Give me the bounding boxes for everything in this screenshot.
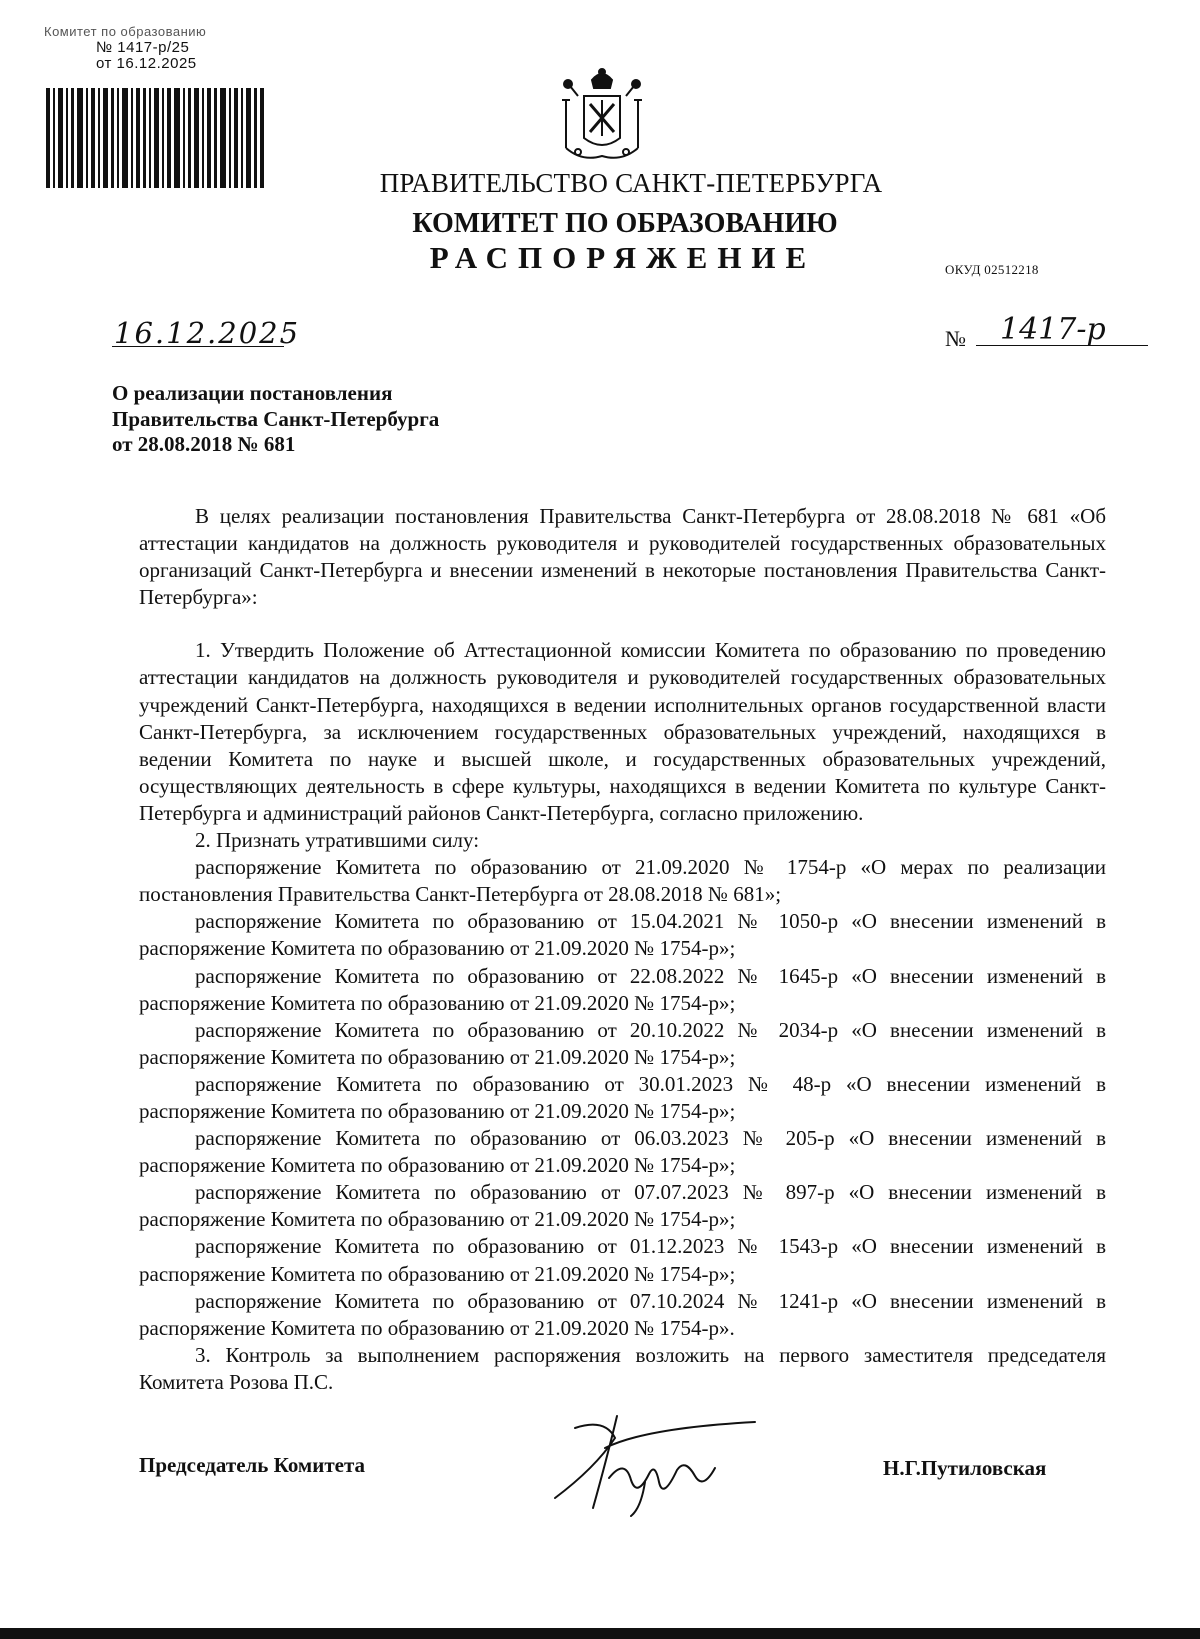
stamp-committee: Комитет по образованию xyxy=(44,24,207,39)
coat-of-arms-icon xyxy=(548,66,656,174)
committee-title: КОМИТЕТ ПО ОБРАЗОВАНИЮ xyxy=(412,208,838,239)
document-type: РАСПОРЯЖЕНИЕ xyxy=(429,240,817,275)
repealed-item: распоряжение Комитета по образованию от 21.09.2020 № 1754-р «О мерах по реализации постановления Правительства Санкт-Петербурга от 28.08.2018 № 681»; xyxy=(139,855,1106,907)
repealed-item: распоряжение Комитета по образованию от 07.10.2024 № 1241-р «О внесении изменений в распоряжение Комитета по образованию от 21.09.2020 № 1754-р». xyxy=(139,1288,1106,1340)
government-title: ПРАВИТЕЛЬСТВО САНКТ-ПЕТЕРБУРГА xyxy=(379,168,883,198)
repealed-item: распоряжение Комитета по образованию от 06.03.2023 № 205-р «О внесении изменений в распоряжение Комитета по образованию от 21.09.2020 № 1754-р»; xyxy=(139,1126,1106,1178)
item-2-paragraph: 2. Признать утратившими силу: xyxy=(195,828,480,853)
preamble-paragraph: В целях реализации постановления Правительства Санкт-Петербурга от 28.08.2018 № 681 «Об аттестации кандидатов на должность руководителя и руководителей государственных образовательных организаций Санкт-Петербурга и внесении изменений в некоторые постановления Правительства Санкт-Петербурга»: xyxy=(139,504,1106,610)
repealed-item: распоряжение Комитета по образованию от 22.08.2022 № 1645-р «О внесении изменений в распоряжение Комитета по образованию от 21.09.2020 № 1754-р»; xyxy=(139,963,1106,1015)
item-1-paragraph: 1. Утвердить Положение об Аттестационной комиссии Комитета по образованию по проведению аттестации кандидатов на должность руководителя и руководителей государственных образовательных учреждений Санкт-Петербурга, находящихся в ведении исполнительных органов государственной власти Санкт-Петербурга, за исключением государственных образовательных учреждений, находящихся в ведении Комитета по науке и высшей школе, и государственных образовательных учреждений, осуществляющих деятельность в сфере культуры, находящихся в ведении Комитета по культуре Санкт-Петербурга и администраций районов Санкт-Петербурга, согласно приложению. xyxy=(139,638,1106,825)
handwritten-number: 1417-р xyxy=(1000,312,1106,347)
repealed-item: распоряжение Комитета по образованию от 20.10.2022 № 2034-р «О внесении изменений в распоряжение Комитета по образованию от 21.09.2020 № 1754-р»; xyxy=(139,1017,1106,1069)
number-label: № xyxy=(945,326,966,351)
document-subject xyxy=(112,381,532,458)
registration-stamp xyxy=(44,24,274,72)
repealed-item: распоряжение Комитета по образованию от 01.12.2023 № 1543-р «О внесении изменений в распоряжение Комитета по образованию от 21.09.2020 № 1754-р»; xyxy=(139,1234,1106,1286)
scan-edge-bar xyxy=(0,1628,1200,1639)
repealed-item: распоряжение Комитета по образованию от 15.04.2021 № 1050-р «О внесении изменений в распоряжение Комитета по образованию от 21.09.2020 № 1754-р»; xyxy=(139,909,1106,961)
stamp-number: № 1417-р/25 xyxy=(96,39,190,56)
signer-title: Председатель Комитета xyxy=(139,1453,366,1477)
subject-line: О реализации постановления xyxy=(112,381,393,405)
signer-name: Н.Г.Путиловская xyxy=(883,1456,1047,1480)
document-body xyxy=(139,503,1106,1396)
okud-code: ОКУД 02512218 xyxy=(945,262,1039,277)
stamp-date: от 16.12.2025 xyxy=(96,55,197,72)
subject-line: Правительства Санкт-Петербурга xyxy=(112,406,440,431)
subject-line: от 28.08.2018 № 681 xyxy=(112,432,296,456)
item-3-paragraph: 3. Контроль за выполнением распоряжения возложить на первого заместителя председателя Комитета Розова П.С. xyxy=(139,1342,1106,1394)
repealed-item: распоряжение Комитета по образованию от 30.01.2023 № 48-р «О внесении изменений в распоряжение Комитета по образованию от 21.09.2020 № 1754-р»; xyxy=(139,1071,1106,1123)
date-underline xyxy=(112,346,284,347)
repealed-item: распоряжение Комитета по образованию от 07.07.2023 № 897-р «О внесении изменений в распоряжение Комитета по образованию от 21.09.2020 № 1754-р»; xyxy=(139,1180,1106,1232)
handwritten-date: 16.12.2025 xyxy=(114,316,301,350)
handwritten-signature xyxy=(545,1408,765,1518)
